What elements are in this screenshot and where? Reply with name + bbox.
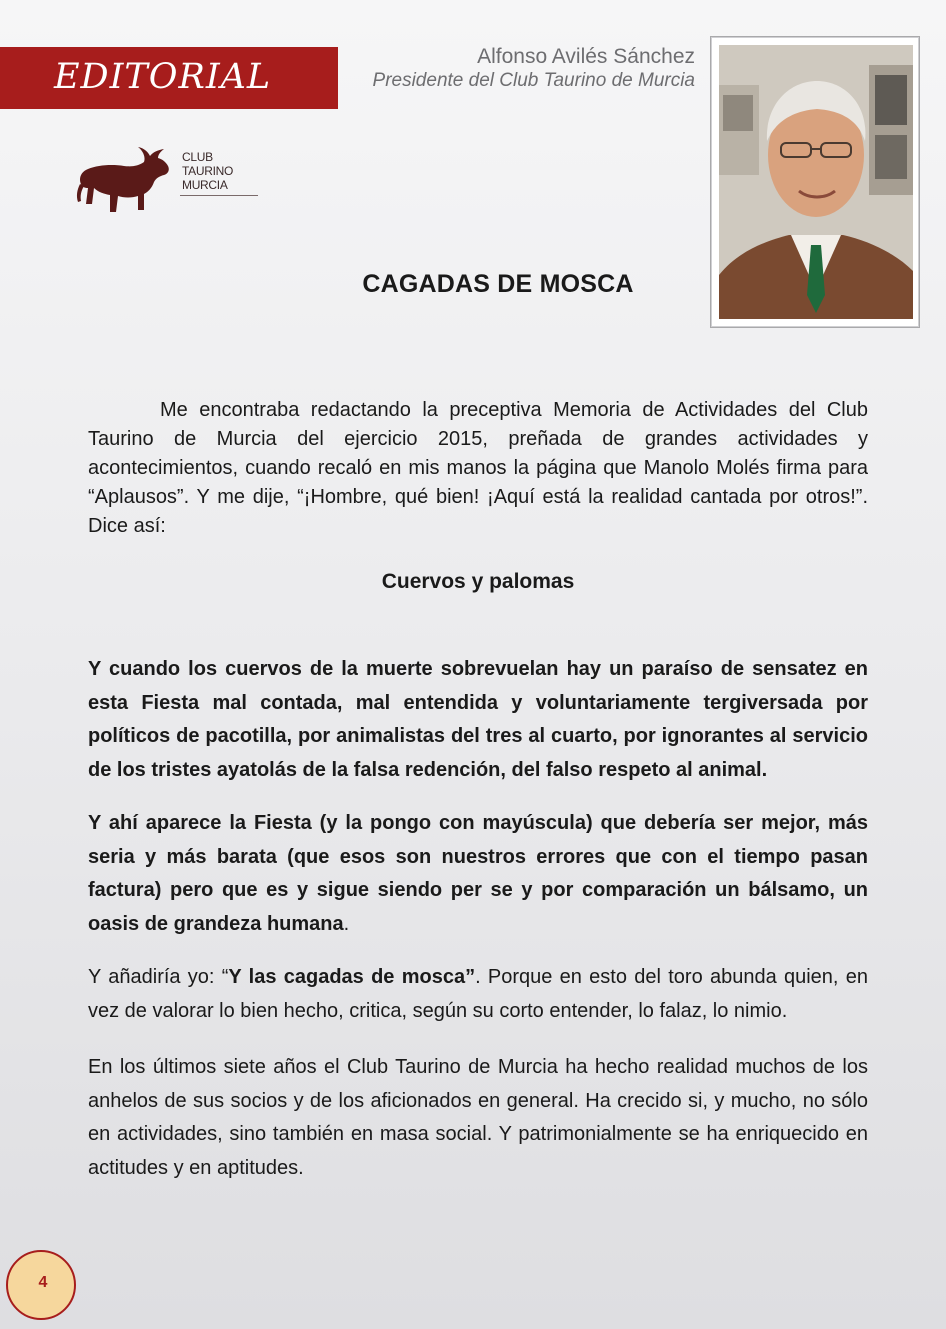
- club-logo: [76, 140, 266, 220]
- article-title-text: CAGADAS DE MOSCA: [362, 270, 634, 298]
- article-title: [0, 270, 946, 299]
- paragraph-4: En los últimos siete años el Club Taurino de Murcia ha hecho realidad muchos de los anhelos de sus socios y de los aficionados en general. Ha crecido si, y mucho, no sólo en actividades, sino también en masa social. Y patrimonialmente se ha enriquecido en actitudes y en aptitudes.: [88, 1056, 868, 1179]
- logo-underline: [180, 195, 258, 196]
- paragraph-3-start: Y añadiría yo: “: [88, 966, 229, 988]
- quote-paragraph-2-text: Y ahí aparece la Fiesta (y la pongo con mayúscula) que debería ser mejor, más seria y más barata (que esos son nuestros errores que con el tiempo pasan factura) pero que es y sigue siendo per se y por comparación un bálsamo, un oasis de grandeza humana: [88, 812, 868, 935]
- paragraph-3-rest: . Porque en esto del toro abunda quien, en vez de valorar lo bien hecho, critica, según su corto entender, lo falaz, lo nimio.: [88, 966, 868, 1022]
- section-banner: [0, 47, 338, 109]
- intro-paragraph: Me encontraba redactando la preceptiva Memoria de Actividades del Club Taurino de Murcia del ejercicio 2015, preñada de grandes actividades y acontecimientos, cuando recaló en mis manos la página que Manolo Molés firma para “Aplausos”. Y me dije, “¡Hombre, qué bien! ¡Aquí está la realidad cantada por otros!”. Dice así:: [88, 399, 868, 537]
- logo-wordmark: [182, 150, 233, 192]
- bull-icon: [76, 140, 176, 220]
- author-name: Alfonso Avilés Sánchez: [477, 45, 695, 68]
- section-label: EDITORIAL: [54, 57, 272, 97]
- paragraph-3-bold: Y las cagadas de mosca”: [228, 966, 476, 988]
- author-role: Presidente del Club Taurino de Murcia: [372, 70, 695, 91]
- logo-line-2: TAURINO: [182, 164, 234, 178]
- paragraph-3: [88, 961, 868, 1028]
- quote-paragraph-2-end: .: [343, 912, 350, 935]
- quote-title: Cuervos y palomas: [381, 570, 575, 593]
- author-block: [373, 45, 695, 93]
- quote-paragraph-1: Y cuando los cuervos de la muerte sobrevuelan hay un paraíso de sensatez en esta Fiesta mal contada, mal entendida y voluntariamente tergiversada por políticos de pacotilla, por animalistas del tres al cuarto, por ignorantes al servicio de los tristes ayatolás de la falsa redención, del falso respeto al animal.: [88, 658, 868, 781]
- quote-paragraph-2: [88, 807, 868, 941]
- logo-line-3: MURCIA: [182, 178, 228, 192]
- page-number: 4: [38, 1274, 48, 1291]
- logo-line-1: CLUB: [182, 150, 213, 164]
- page-number-badge: [6, 1250, 76, 1320]
